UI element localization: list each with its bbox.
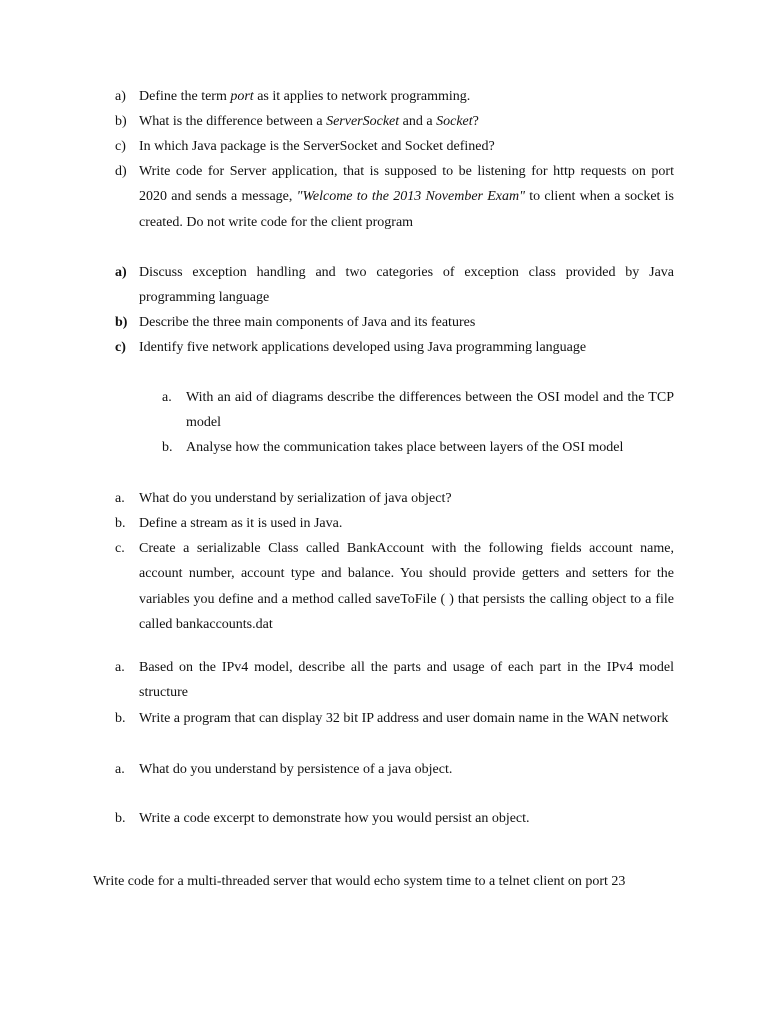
item-text: Based on the IPv4 model, describe all the parts and usage of each part in the IPv4 model structure <box>139 660 674 701</box>
item-text: Write a program that can display 32 bit IP address and user domain name in the WAN network <box>139 711 669 726</box>
item-text: Identify five network applications developed using Java programming language <box>139 340 587 355</box>
item-label: c) <box>115 139 126 154</box>
item-label: a. <box>115 660 125 675</box>
item-text: What do you understand by persistence of a java object. <box>139 762 453 777</box>
item-text: Describe the three main components of Java and its features <box>139 315 476 330</box>
item-label: a) <box>115 265 127 280</box>
item-text: With an aid of diagrams describe the differences between the OSI model and the TCP model <box>186 390 674 431</box>
item-text: What is the difference between a ServerSocket and a Socket? <box>139 114 479 129</box>
item-label: b. <box>115 811 126 826</box>
item-text: What do you understand by serialization of java object? <box>139 491 452 506</box>
item-label: c. <box>115 541 125 556</box>
item-text: Discuss exception handling and two categories of exception class provided by Java programming language <box>139 265 674 306</box>
item-label: d) <box>115 164 127 179</box>
item-label: a. <box>162 390 172 405</box>
item-text: Create a serializable Class called BankAccount with the following fields account name, account number, account type and balance. You should provide getters and setters for the variables you define and a method called saveToFile ( ) that persists the calling object to a file called bankaccounts.dat <box>139 541 674 632</box>
item-text: Define the term port as it applies to network programming. <box>139 89 471 104</box>
item-label: c) <box>115 340 126 355</box>
item-text: Analyse how the communication takes place between layers of the OSI model <box>186 440 624 455</box>
item-text: Write a code excerpt to demonstrate how you would persist an object. <box>139 811 530 826</box>
final-question: Write code for a multi-threaded server that would echo system time to a telnet client on port 23 <box>93 874 626 889</box>
item-text: Define a stream as it is used in Java. <box>139 516 343 531</box>
item-label: b. <box>162 440 173 455</box>
item-label: b) <box>115 114 127 129</box>
item-label: a. <box>115 762 125 777</box>
item-label: a) <box>115 89 126 104</box>
item-text: In which Java package is the ServerSocket and Socket defined? <box>139 139 495 154</box>
item-text: Write code for Server application, that is supposed to be listening for http requests on port 2020 and sends a message, "Welcome to the 2013 November Exam" to client when a socket is created. Do not write code for the client program <box>139 164 674 230</box>
item-label: b. <box>115 711 126 726</box>
item-label: a. <box>115 491 125 506</box>
item-label: b. <box>115 516 126 531</box>
item-label: b) <box>115 315 128 330</box>
